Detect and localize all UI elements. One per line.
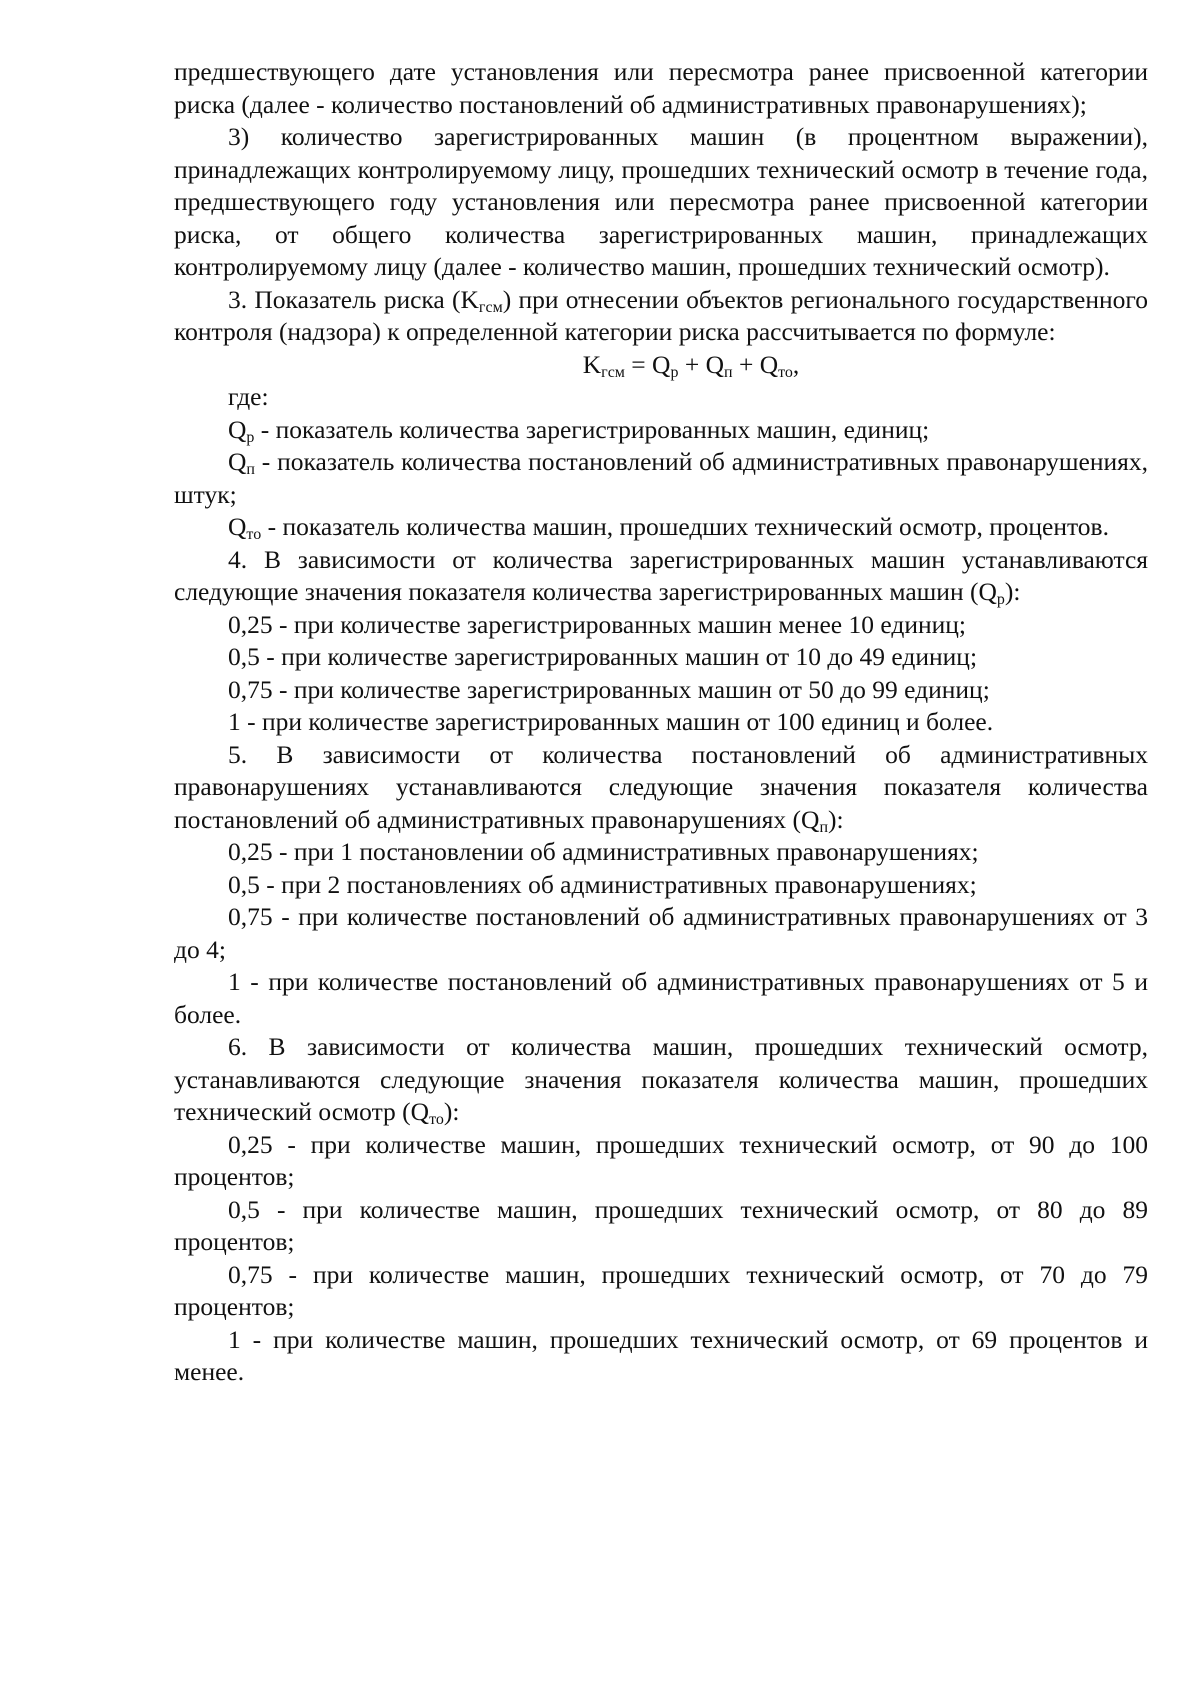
- document-page: [174, 56, 1148, 1389]
- formula-plus1: + Q: [678, 349, 725, 379]
- paragraph-3-risk-indicator: [174, 284, 1148, 349]
- formula-plus2: + Q: [732, 349, 779, 379]
- paragraph-continuation: предшествующего дате установления или пересмотра ранее присвоенной категории риска (далее - количество постановлений об административных правонарушениях);: [174, 57, 1148, 119]
- p3-text-a: 3. Показатель риска (K: [228, 284, 479, 314]
- p4-list-item: 0,25 - при количестве зарегистрированных машин менее 10 единиц;: [228, 609, 966, 639]
- p6-list-item: 0,25 - при количестве машин, прошедших технический осмотр, от 90 до 100 процентов;: [174, 1129, 1148, 1191]
- p4-text-b: ):: [1004, 577, 1021, 606]
- p4-list-item: 1 - при количестве зарегистрированных машин от 100 единиц и более.: [228, 707, 994, 736]
- paragraph-item-3: 3) количество зарегистрированных машин (в процентном выражении), принадлежащих контролируемому лицу, прошедших технический осмотр в течение года, предшествующего году установления или пересмотра ранее присвоенной категории риска, от общего количества зарегистрированных машин, принадлежащих контролируемому лицу (далее - количество машин, прошедших технический осмотр).: [174, 122, 1148, 281]
- formula-p-sub: п: [724, 363, 733, 381]
- risk-formula: [174, 349, 1148, 382]
- formula-r-sub: р: [670, 363, 679, 381]
- p4-text-a: 4. В зависимости от количества зарегистрированных машин устанавливаются следующие значения показателя количества зарегистрированных машин (Q: [174, 544, 1148, 606]
- def-qp-symbol: Q: [228, 447, 247, 476]
- def-qr-symbol: Q: [228, 414, 247, 444]
- def-qto-sub: то: [246, 526, 262, 543]
- p5-list-item: 0,5 - при 2 постановлениях об административных правонарушениях;: [228, 869, 977, 899]
- p6-list-item: 0,75 - при количестве машин, прошедших технический осмотр, от 70 до 79 процентов;: [174, 1259, 1148, 1321]
- def-qto-text: - показатель количества машин, прошедших технический осмотр, процентов.: [261, 512, 1109, 541]
- p5-sub: п: [819, 818, 828, 836]
- formula-k: K: [582, 349, 602, 379]
- def-qp-text: - показатель количества постановлений об административных правонарушениях, штук;: [174, 447, 1148, 509]
- where-label: где:: [228, 382, 269, 411]
- p6-text-b: ):: [443, 1097, 460, 1126]
- p4-list-item: 0,75 - при количестве зарегистрированных машин от 50 до 99 единиц;: [228, 674, 990, 704]
- p3-subscript: гсм: [478, 298, 503, 316]
- p6-list-item: 1 - при количестве машин, прошедших технический осмотр, от 69 процентов и менее.: [174, 1324, 1148, 1386]
- p5-list-item: 1 - при количестве постановлений об административных правонарушениях от 5 и более.: [174, 967, 1148, 1029]
- definition-qr: [174, 414, 1148, 447]
- paragraph-5: [174, 739, 1148, 837]
- def-qto-symbol: Q: [228, 512, 247, 541]
- definition-qto: [174, 511, 1148, 544]
- p6-sub: то: [429, 1111, 444, 1128]
- formula-k-sub: гсм: [601, 363, 625, 381]
- p6-list-item: 0,5 - при количестве машин, прошедших технический осмотр, от 80 до 89 процентов;: [174, 1194, 1148, 1256]
- p4-list-item: 0,5 - при количестве зарегистрированных машин от 10 до 49 единиц;: [228, 642, 978, 671]
- definition-qp: [174, 446, 1148, 511]
- def-qp-sub: п: [246, 461, 255, 478]
- formula-end: ,: [792, 349, 800, 379]
- paragraph-6: [174, 1031, 1148, 1129]
- p6-text-a: 6. В зависимости от количества машин, прошедших технический осмотр, устанавливаются следующие значения показателя количества машин, прошедших технический осмотр (Q: [174, 1032, 1148, 1126]
- p5-list-item: 0,75 - при количестве постановлений об административных правонарушениях от 3 до 4;: [174, 902, 1148, 964]
- formula-eq: = Q: [624, 349, 671, 379]
- p4-sub: р: [996, 591, 1005, 608]
- formula-to-sub: то: [778, 363, 793, 381]
- def-qr-text: - показатель количества зарегистрированных машин, единиц;: [254, 414, 930, 444]
- p5-text-a: 5. В зависимости от количества постановлений об административных правонарушениях устанавливаются следующие значения показателя количества постановлений об административных правонарушениях (Q: [174, 739, 1148, 834]
- def-qr-sub: р: [246, 428, 255, 446]
- paragraph-4: [174, 544, 1148, 609]
- p5-text-b: ):: [828, 804, 844, 834]
- p3-text-b: ) при отнесении объектов регионального государственного контроля (надзора) к определенной категории риска рассчитывается по формуле:: [174, 284, 1148, 346]
- p5-list-item: 0,25 - при 1 постановлении об административных правонарушениях;: [228, 837, 979, 866]
